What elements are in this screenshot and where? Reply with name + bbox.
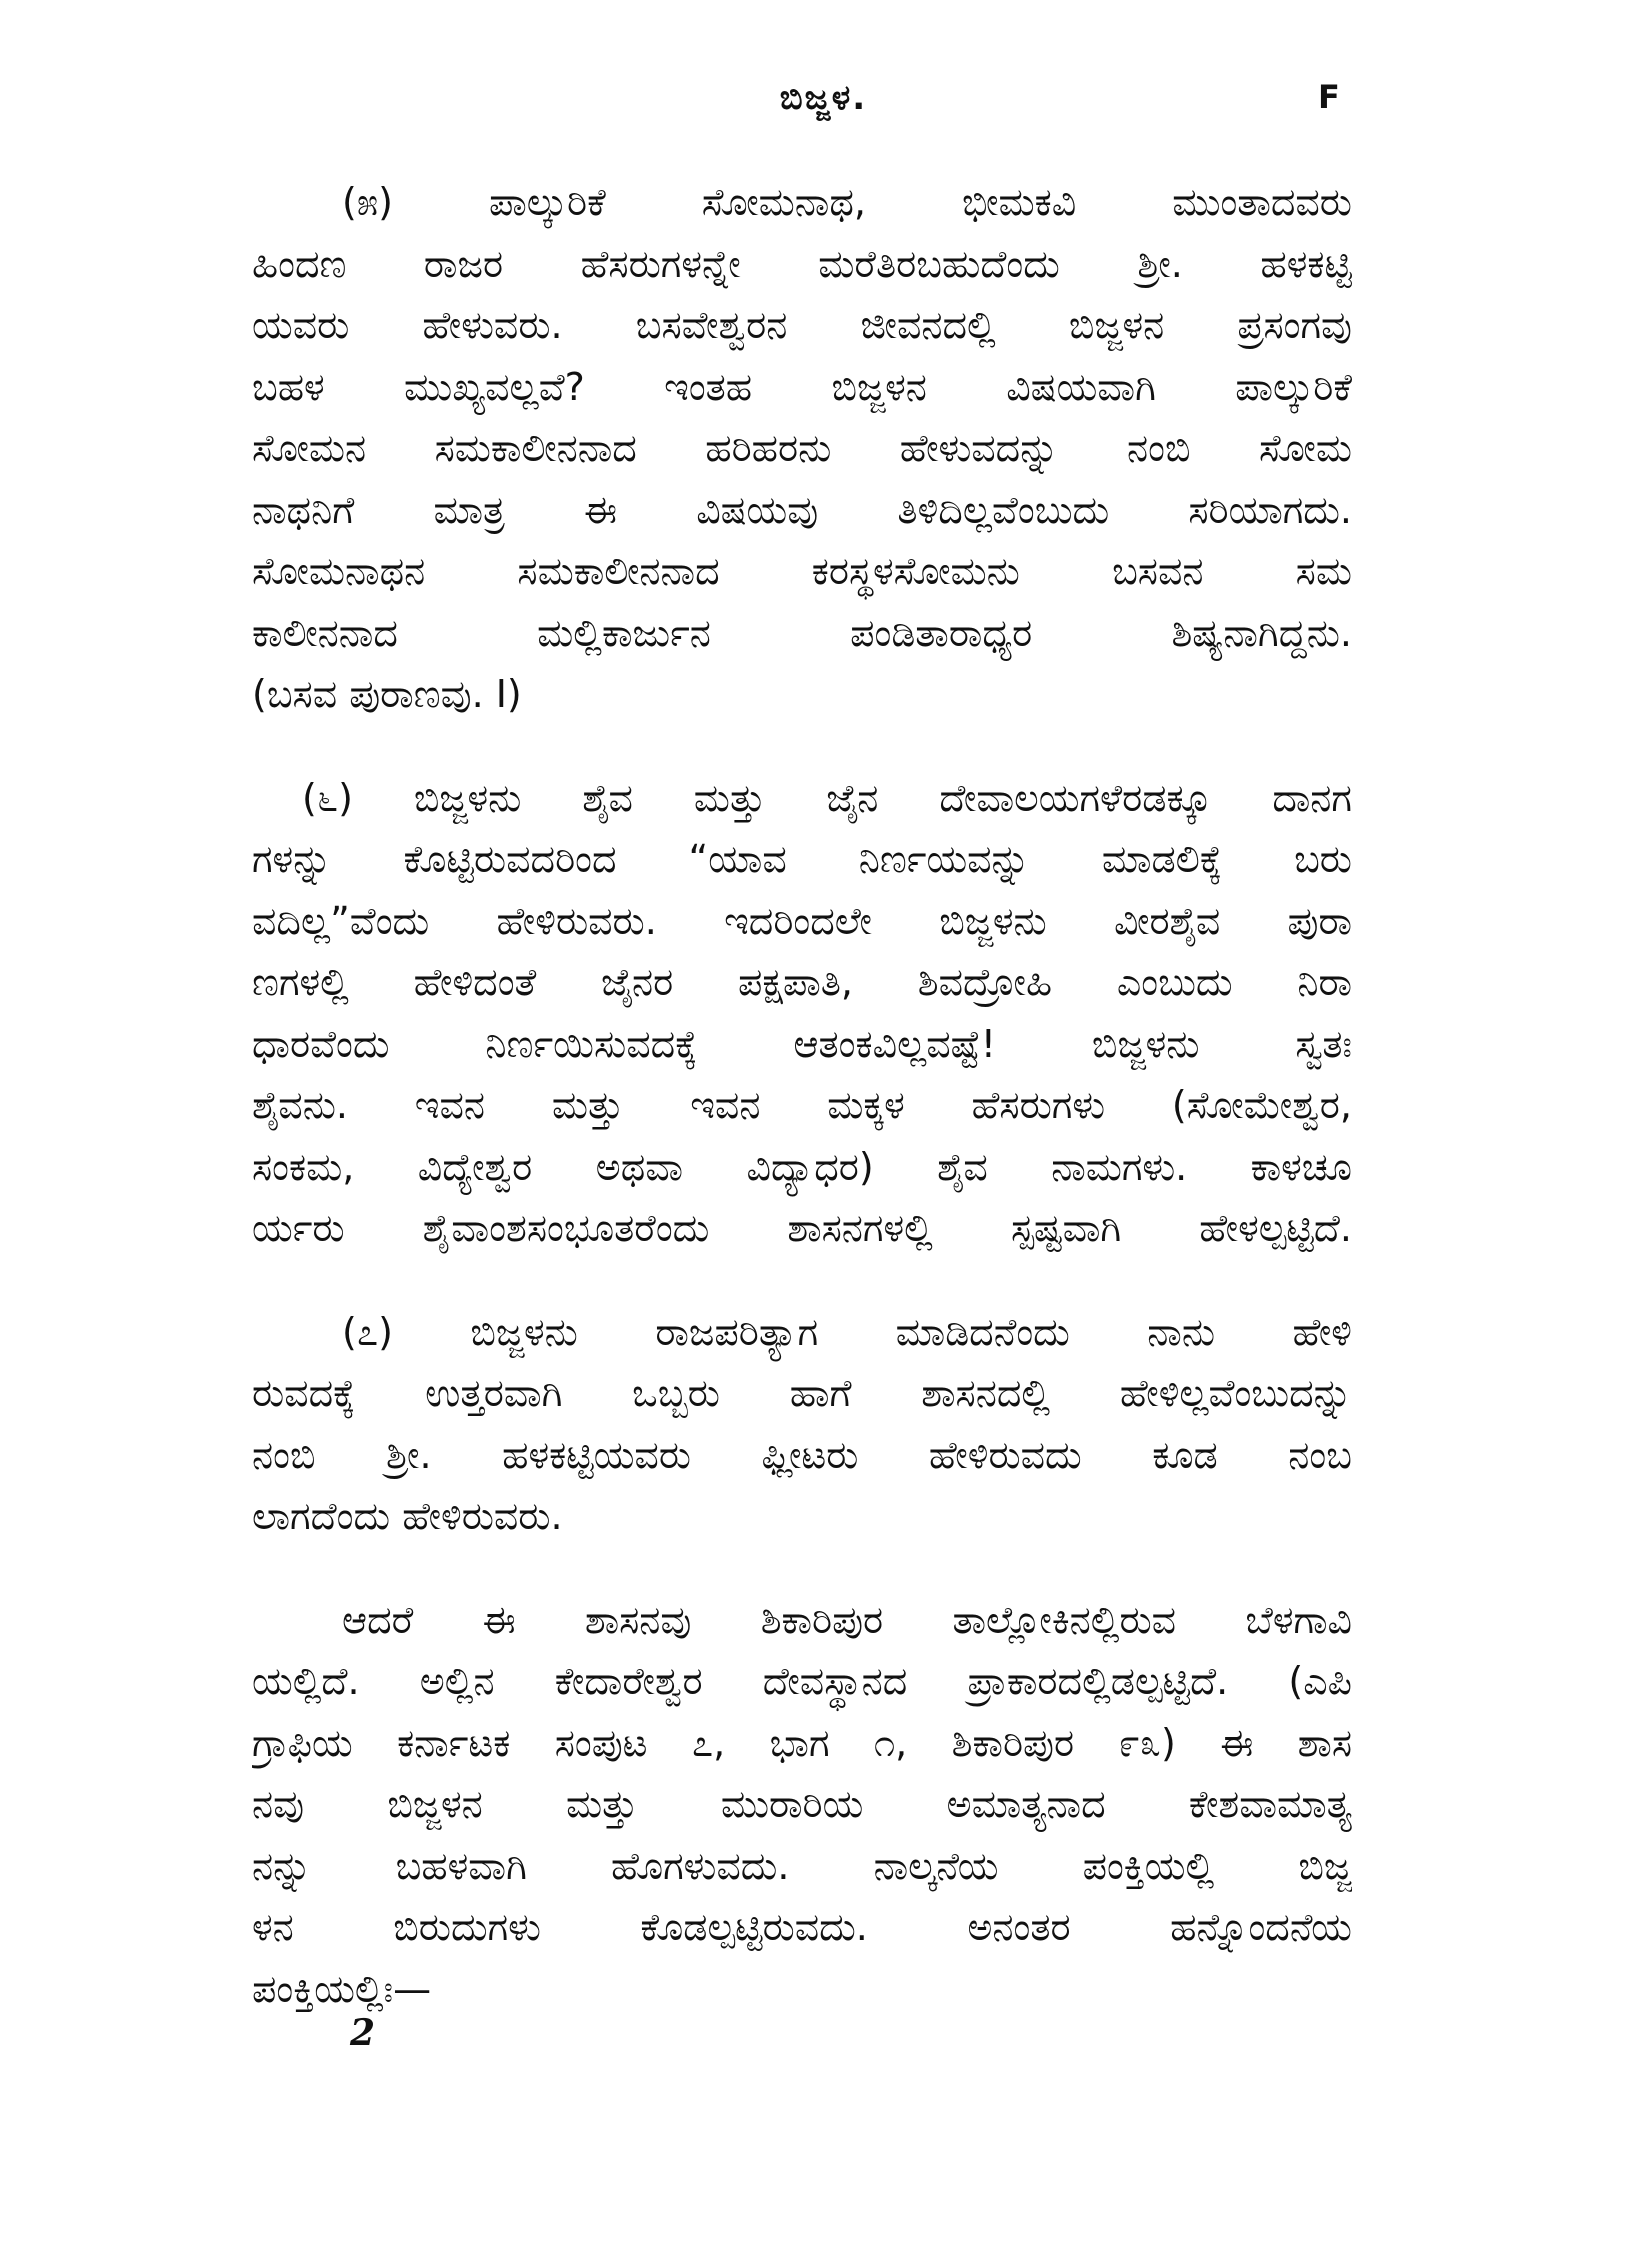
text-line: ಯಲ್ಲಿದೆ. ಅಲ್ಲಿನ ಕೇದಾರೇಶ್ವರ ದೇವಸ್ಥಾನದ ಪ್ರಾಕಾರದಲ್ಲಿಡಲ್ಪಟ್ಟಿದೆ. (ಎಪಿ: [252, 1659, 1352, 1703]
text-line: ಪಂಕ್ತಿಯಲ್ಲಿಃ—: [252, 1966, 432, 2011]
text-line: ಬಹಳ ಮುಖ್ಯವಲ್ಲವೆ? ಇಂತಹ ಬಿಜ್ಜಳನ ವಿಷಯವಾಗಿ ಪಾಲ್ಕುರಿಕೆ: [252, 364, 1352, 409]
text-line: (೫) ಪಾಲ್ಕುರಿಕೆ ಸೋಮನಾಥ, ಭೀಮಕವಿ ಮುಂತಾದವರು: [342, 180, 1352, 224]
text-line: ಣಗಳಲ್ಲಿ ಹೇಳಿದಂತೆ ಜೈನರ ಪಕ್ಷಪಾತಿ, ಶಿವದ್ರೋಹಿ ಎಂಬುದು ನಿರಾ: [252, 960, 1352, 1004]
text-line: ನಂಬಿ ಶ್ರೀ. ಹಳಕಟ್ಟಿಯವರು ಫ್ಲೀಟರು ಹೇಳಿರುವದು ಕೂಡ ನಂಬ: [252, 1432, 1352, 1477]
running-title: ಬಿಜ್ಜಳ.: [779, 78, 868, 118]
text-line: ಯವರು ಹೇಳುವರು. ಬಸವೇಶ್ವರನ ಜೀವನದಲ್ಲಿ ಬಿಜ್ಜಳನ ಪ್ರಸಂಗವು: [252, 303, 1352, 347]
text-line: ಶೈವನು. ಇವನ ಮತ್ತು ಇವನ ಮಕ್ಕಳ ಹೆಸರುಗಳು (ಸೋಮೇಶ್ವರ,: [252, 1083, 1352, 1127]
text-line: ರುವದಕ್ಕೆ ಉತ್ತರವಾಗಿ ಒಬ್ಬರು ಹಾಗೆ ಶಾಸನದಲ್ಲಿ ಹೇಳಿಲ್ಲವೆಂಬುದನ್ನು: [252, 1371, 1352, 1415]
text-line: ನನ್ನು ಬಹಳವಾಗಿ ಹೊಗಳುವದು. ನಾಲ್ಕನೆಯ ಪಂಕ್ತಿಯಲ್ಲಿ ಬಿಜ್ಜ: [252, 1843, 1352, 1888]
text-line: ಗ್ರಾಫಿಯ ಕರ್ನಾಟಕ ಸಂಪುಟ ೭, ಭಾಗ ೧, ಶಿಕಾರಿಪುರ ೯೩) ಈ ಶಾಸ: [252, 1720, 1352, 1765]
text-line: ಸಂಕಮ, ವಿದ್ಯೇಶ್ವರ ಅಥವಾ ವಿದ್ಯಾಧರ) ಶೈವ ನಾಮಗಳು. ಕಾಳಚೂ: [252, 1144, 1352, 1189]
text-line: ವದಿಲ್ಲ”ವೆಂದು ಹೇಳಿರುವರು. ಇದರಿಂದಲೇ ಬಿಜ್ಜಳನು ವೀರಶೈವ ಪುರಾ: [252, 898, 1352, 943]
text-line: ಗಳನ್ನು ಕೊಟ್ಟಿರುವದರಿಂದ “ಯಾವ ನಿರ್ಣಯವನ್ನು ಮಾಡಲಿಕ್ಕೆ ಬರು: [252, 837, 1352, 881]
text-line: ನಾಥನಿಗೆ ಮಾತ್ರ ಈ ವಿಷಯವು ತಿಳಿದಿಲ್ಲವೆಂಬುದು ಸರಿಯಾಗದು.: [252, 487, 1352, 532]
paragraph-6: [252, 768, 1352, 1260]
text-line: ಲಾಗದೆಂದು ಹೇಳಿರುವರು.: [252, 1494, 563, 1538]
text-line: ಕಾಲೀನನಾದ ಮಲ್ಲಿಕಾರ್ಜುನ ಪಂಡಿತಾರಾಧ್ಯರ ಶಿಷ್ಯನಾಗಿದ್ದನು.: [252, 610, 1352, 655]
text-line: ಧಾರವೆಂದು ನಿರ್ಣಯಿಸುವದಕ್ಕೆ ಆತಂಕವಿಲ್ಲವಷ್ಟೆ! ಬಿಜ್ಜಳನು ಸ್ವತಃ: [252, 1021, 1352, 1066]
text-line: (೭) ಬಿಜ್ಜಳನು ರಾಜಪರಿತ್ಯಾಗ ಮಾಡಿದನೆಂದು ನಾನು ಹೇಳಿ: [342, 1309, 1352, 1354]
text-line: ನವು ಬಿಜ್ಜಳನ ಮತ್ತು ಮುರಾರಿಯ ಅಮಾತ್ಯನಾದ ಕೇಶವಾಮಾತ್ಯ: [252, 1782, 1352, 1826]
text-line: ಆದರೆ ಈ ಶಾಸನವು ಶಿಕಾರಿಪುರ ತಾಲ್ಲೋಕಿನಲ್ಲಿರುವ ಬೆಳಗಾವಿ: [342, 1597, 1352, 1642]
text-line: ಸೋಮನಾಥನ ಸಮಕಾಲೀನನಾದ ಕರಸ್ಥಳಸೋಮನು ಬಸವನ ಸಮ: [252, 549, 1352, 593]
paragraph-inscription: [252, 1590, 1352, 2021]
text-line: ಸೋಮನ ಸಮಕಾಲೀನನಾದ ಹರಿಹರನು ಹೇಳುವದನ್ನು ನಂಬಿ ಸೋಮ: [252, 426, 1352, 470]
text-line: ಳನ ಬಿರುದುಗಳು ಕೊಡಲ್ಪಟ್ಟಿರುವದು. ಅನಂತರ ಹನ್ನೊಂದನೆಯ: [252, 1905, 1352, 1949]
text-line: ರ್ಯರು ಶೈವಾಂಶಸಂಭೂತರೆಂದು ಶಾಸನಗಳಲ್ಲಿ ಸ್ಪಷ್ಟವಾಗಿ ಹೇಳಲ್ಪಟ್ಟಿದೆ.: [252, 1206, 1352, 1250]
paragraph-5: [252, 172, 1352, 726]
text-line: (೬) ಬಿಜ್ಜಳನು ಶೈವ ಮತ್ತು ಜೈನ ದೇವಾಲಯಗಳೆರಡಕ್ಕೂ ದಾನಗ: [302, 775, 1352, 820]
paragraph-7: [252, 1302, 1352, 1548]
text-line: (ಬಸವ ಪುರಾಣವು. I): [252, 672, 522, 716]
body-text: [252, 172, 1352, 2062]
printer-signature-mark: 2: [350, 2012, 376, 2054]
page-folio: F: [1318, 78, 1340, 116]
text-line: ಹಿಂದಣ ರಾಜರ ಹೆಸರುಗಳನ್ನೇ ಮರೆತಿರಬಹುದೆಂದು ಶ್ರೀ. ಹಳಕಟ್ಟಿ: [252, 241, 1352, 286]
